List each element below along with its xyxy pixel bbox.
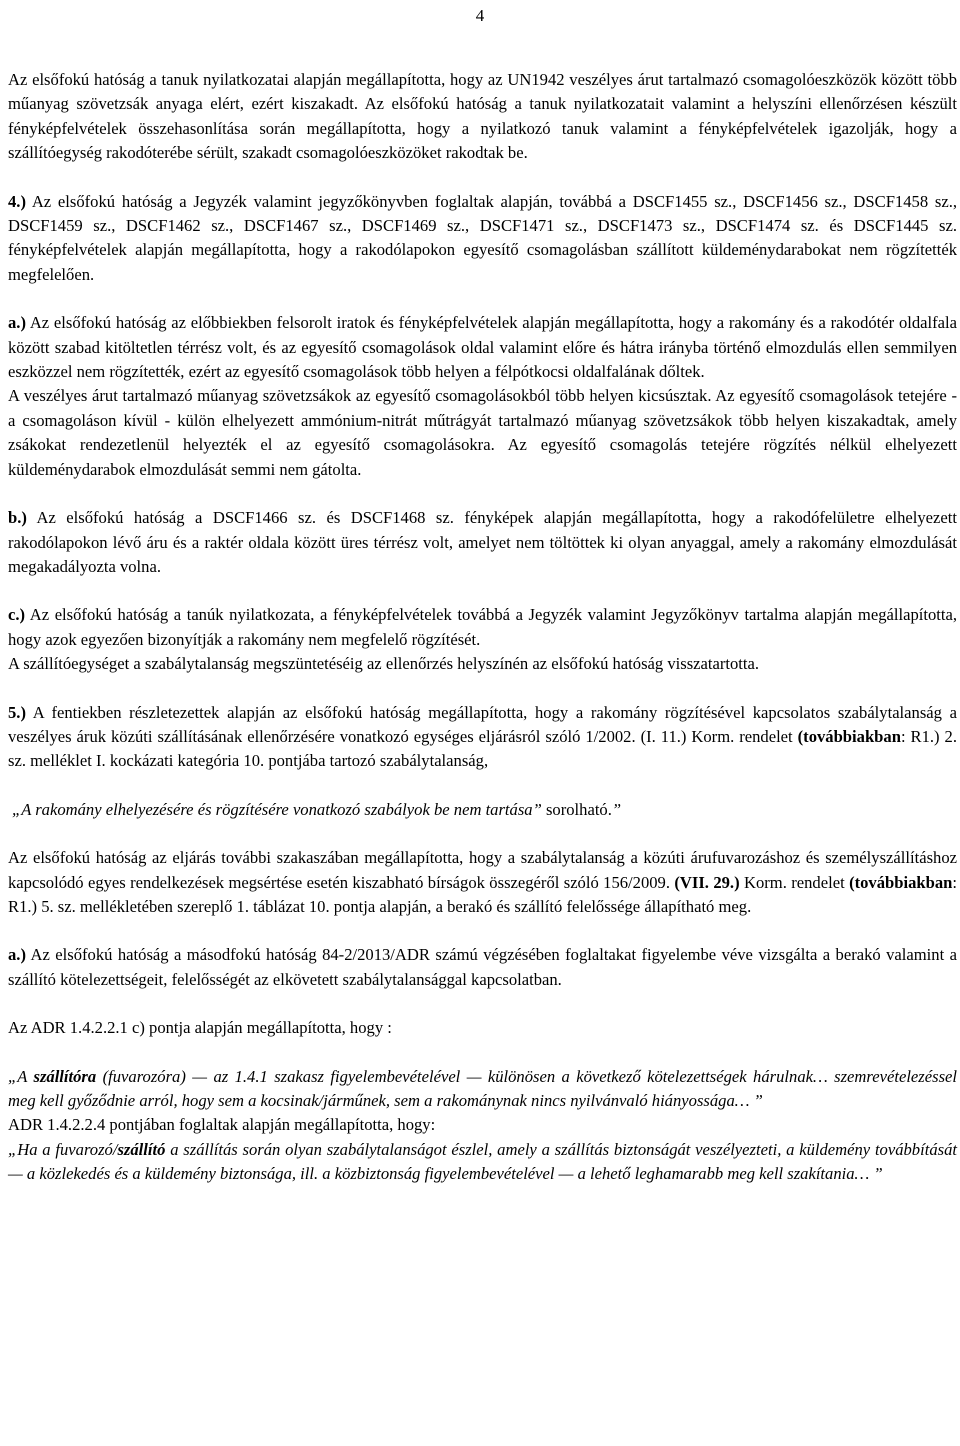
section-number: 5.) <box>8 702 26 722</box>
paragraph-text: Az elsőfokú hatóság az eljárás további szakaszában megállapította, hogy a szabálytalanság a közúti árufuvarozáshoz és személyszállításhoz kapcsolódó egyes rendelkezések megsértése esetén kiszabható bírságok összegéről szóló 156/2009. <box>8 848 957 892</box>
paragraph-text: : R1.) 2. sz. melléklet I. kockázati kategória 10. pontjába tartozó szabálytalanság, <box>8 726 957 771</box>
bold-term: szállítóra <box>33 1066 97 1086</box>
page-number: 4 <box>475 6 485 25</box>
paragraph-text: A fentiekben részletezettek alapján az elsőfokú hatóság megállapította, hogy a rakomány rögzítésével kapcsolatos szabálytalanság a veszélyes áruk közúti szállításának ellenőrzésére vonatkozó egységes eljárásról szóló 1/2002. (I. 11.) Korm. rendelet <box>8 702 957 746</box>
bold-date: (VII. 29.) <box>674 872 740 892</box>
quote-tail: sorolható. <box>541 799 612 819</box>
paragraph-text: Az elsőfokú hatóság a Jegyzék valamint jegyzőkönyvben foglaltak alapján, továbbá a DSCF1455 sz., DSCF1456 sz., DSCF1458 sz., DSCF1459 sz., DSCF1462 sz., DSCF1467 sz., DSCF1469 sz., DSCF1471 sz., DSCF1473 sz., DSCF1474 sz. és DSCF1445 sz. fényképfelvételek alapján megállapította, hogy a rakodólapokon egyesítő csomagolásban szállított küldeménydarabokat nem rögzítették megfelelően. <box>8 191 957 284</box>
document-body <box>8 68 957 1187</box>
paragraph-4c-cont: A szállítóegységet a szabálytalanság megszüntetéséig az ellenőrzés helyszínén az elsőfokú hatóság visszatartotta. <box>8 654 760 674</box>
bold-term: szállító <box>117 1139 166 1159</box>
paragraph-text: : R1.) 5. sz. mellékletében szereplő 1. táblázat 10. pontja alapján, a berakó és szállító felelőssége állapítható meg. <box>8 872 957 916</box>
bold-term: (továbbiakban <box>849 872 953 892</box>
paragraph-1: Az elsőfokú hatóság a tanuk nyilatkozatai alapján megállapította, hogy az UN1942 veszélyes árut tartalmazó csomagolóeszközök között több műanyag szövetzsák anyaga elért, ezért kiszakadt. Az elsőfokú hatóság a tanuk nyilatkozatait valamint a helyszíni ellenőrzésen készült fényképfelvételek összehasonlítása során megállapította, hogy a nyilatkozó tanuk valamint a fényképfelvételek igazolják, hogy a szállítóegység rakodóterébe sérült, szakadt csomagolóeszközöket rakodtak be. <box>8 70 957 163</box>
paragraph-text: Az elsőfokú hatóság az előbbiekben felsorolt iratok és fényképfelvételek alapján megállapította, hogy a rakomány és a rakodótér oldalfala között szabad kitöltetlen térrész volt, és az egyesítő csomagolások oldal valamint előre és hátra irányba történő elmozdulás ellen semmilyen eszközzel nem rögzítették, ezért az egyesítő csomagolások több helyen a félpótkocsi oldalfalának dőltek. <box>8 313 957 382</box>
paragraph-4a-cont: A veszélyes árut tartalmazó műanyag szövetzsákok az egyesítő csomagolásokból több helyen kicsúsztak. Az egyesítő csomagolások tetejére - a csomagoláson kívül - külön elhelyezett ammónium-nitrát műtrágyát tartalmazó műanyag szövetzsákok több helyen kiszakadtak, amely zsákokat rendezetlenül helyezték el az egyesítő csomagolásokra. Az egyesítő csomagolás tetejére rögzítés nélkül elhelyezett küldeménydarabok elmozdulását semmi nem gátolta. <box>8 386 957 479</box>
section-number: c.) <box>8 605 26 625</box>
quote-text: „Ha a fuvarozó/szállító a szállítás során olyan szabálytalanságot észlel, amely a szállítás biztonságát veszélyezteti, a küldemény továbbítását — a közlekedés és a küldemény biztonsága, ill. a közbiztonság figyelembevételével — a lehető leghamarabb meg kell szakítania… ” <box>8 1139 957 1184</box>
quote-text: „A rakomány elhelyezésére és rögzítésére vonatkozó szabályok be nem tartása” <box>12 799 542 819</box>
quote-adr-2 <box>8 1138 957 1187</box>
paragraph-penalty <box>8 846 957 919</box>
quote-adr-1 <box>8 1065 957 1114</box>
paragraph-adr-1: Az ADR 1.4.2.2.1 c) pontja alapján megállapította, hogy : <box>8 1018 392 1038</box>
paragraph-4 <box>8 190 957 288</box>
paragraph-4b <box>8 506 957 579</box>
paragraph-text: Az elsőfokú hatóság a másodfokú hatóság 84-2/2013/ADR számú végzésében foglaltakat figyelembe véve vizsgálta a berakó valamint a szállító kötelezettségeit, felelősségét az elkövetett szabálytalansággal kapcsolatban. <box>8 945 957 989</box>
paragraph-adr-2: ADR 1.4.2.2.4 pontjában foglaltak alapján megállapította, hogy: <box>8 1115 436 1135</box>
paragraph-text: Az elsőfokú hatóság a DSCF1466 sz. és DSCF1468 sz. fényképek alapján megállapította, hogy a rakodófelületre elhelyezett rakodólapokon lévő áru és a raktér oldala között üres térrész volt, amelyet nem töltöttek ki olyan anyaggal, amely a rakomány elmozdulását megakadályozta volna. <box>8 508 957 576</box>
paragraph-5 <box>8 701 957 774</box>
paragraph-text: Korm. rendelet <box>739 872 850 892</box>
section-number: a.) <box>8 945 26 965</box>
quote-rule-1 <box>8 798 957 822</box>
paragraph-4a <box>8 311 957 384</box>
paragraph-4c <box>8 603 957 652</box>
bold-term: (továbbiakban <box>797 726 901 746</box>
section-number: b.) <box>8 508 27 528</box>
quote-text: „A szállítóra (fuvarozóra) — az 1.4.1 szakasz figyelembevételével — különösen a következő kötelezettségek hárulnak… szemrevételezéssel meg kell győződnie arról, hogy sem a kocsinak/járműnek, sem a rakománynak nincs nyilvánvaló hiányossága… ” <box>8 1066 958 1110</box>
quote-close: ” <box>611 799 622 819</box>
paragraph-5a <box>8 943 957 992</box>
section-number: 4.) <box>8 191 26 211</box>
section-number: a.) <box>8 313 26 333</box>
paragraph-text: Az elsőfokú hatóság a tanúk nyilatkozata, a fényképfelvételek továbbá a Jegyzék valamint Jegyzőkönyv tartalma alapján megállapította, hogy azok egyezően bizonyítják a rakomány nem megfelelő rögzítését. <box>8 605 957 649</box>
